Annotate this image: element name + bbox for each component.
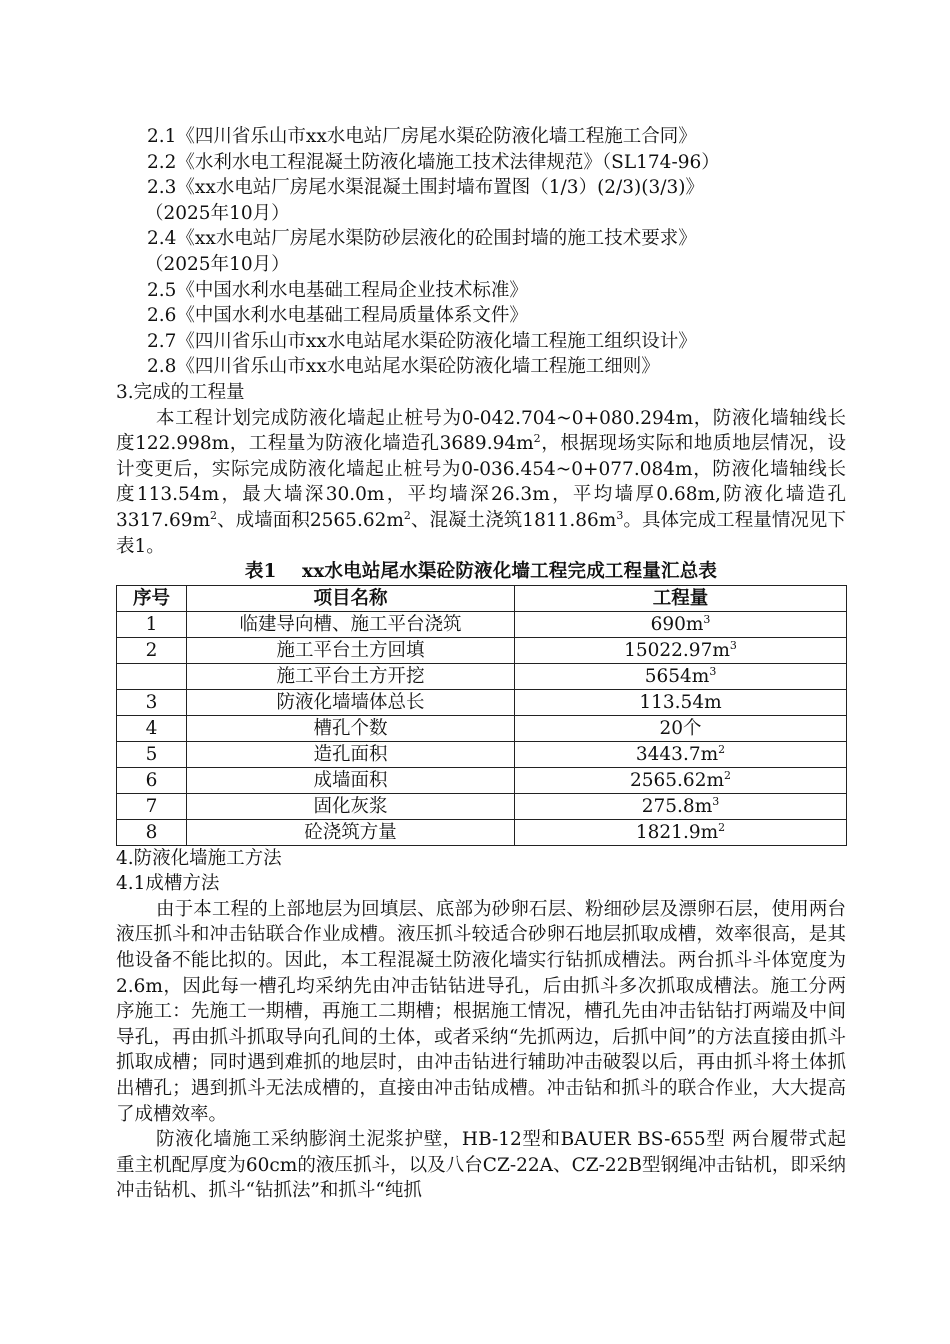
cell-no: 6 — [117, 767, 187, 793]
cell-name: 施工平台土方回填 — [187, 637, 515, 663]
cell-no: 1 — [117, 611, 187, 637]
cell-no — [117, 663, 187, 689]
section-paragraph: 防液化墙施工采纳膨润土泥浆护壁，HB-12型和BAUER BS-655型 两台履带式起重主机配厚度为60cm的液压抓斗，以及八台CZ-22A、CZ-22B型钢绳冲击钻机，即采纳冲击钻机、抓斗“钻抓法”和抓斗“纯抓 — [116, 1129, 846, 1202]
cell-quantity — [515, 611, 847, 637]
text-span: ，根据现场实际和地质地层情况，设计变更后，实际完成防液化墙起止桩号为0-036.454~0+077.084m，防液化墙轴线长度113.54m，最大墙深30.0m，平均墙深26.3m，平均墙厚0.68m,防液化墙造孔3317.69m — [116, 433, 846, 531]
unit-superscript: 3 — [729, 638, 737, 652]
reference-date: （2025年10月） — [145, 253, 290, 275]
quantity-summary-table — [116, 585, 847, 846]
quantity-value: 275.8m — [641, 795, 713, 817]
column-header: 项目名称 — [187, 585, 515, 611]
reference-item: 2.3《xx水电站厂房尾水渠混凝土围封墙布置图（1/3）(2/3)(3/3)》 — [147, 177, 704, 199]
cell-quantity — [515, 819, 847, 845]
quantity-value: 690m — [650, 613, 704, 635]
table-row — [117, 637, 847, 663]
cell-no: 2 — [117, 637, 187, 663]
reference-item: 2.1《四川省乐山市xx水电站厂房尾水渠砼防液化墙工程施工合同》 — [147, 126, 697, 147]
section-paragraph — [116, 406, 846, 560]
section-paragraph: 由于本工程的上部地层为回填层、底部为砂卵石层、粉细砂层及漂卵石层，使用两台液压抓斗和冲击钻联合作业成槽。液压抓斗较适合砂卵石地层抓取成槽，效率很高，是其他设备不能比拟的。因此，本工程混凝土防液化墙实行钻抓成槽法。两台抓斗斗体宽度为2.6m，因此每一槽孔均采纳先由冲击钻钻进导孔，后由抓斗多次抓取成槽法。施工分两序施工：先施工一期槽，再施工二期槽；根据施工情况，槽孔先由冲击钻钻打两端及中间导孔，再由抓斗抓取导向孔间的土体，或者采纳“先抓两边，后抓中间”的方法直接由抓斗抓取成槽；同时遇到难抓的地层时，由冲击钻进行辅助冲击破裂以后，再由抓斗将土体抓出槽孔；遇到抓斗无法成槽的，直接由冲击钻成槽。冲击钻和抓斗的联合作业，大大提高了成槽效率。 — [116, 898, 846, 1125]
quantity-value: 2565.62m — [629, 769, 725, 791]
table-row — [117, 819, 847, 845]
cell-quantity — [515, 741, 847, 767]
reference-item: 2.2《水利水电工程混凝土防液化墙施工技术法律规范》（SL174-96） — [147, 151, 720, 173]
cell-name: 施工平台土方开挖 — [187, 663, 515, 689]
unit-superscript: 2 — [718, 820, 726, 834]
quantity-value: 3443.7m — [635, 743, 719, 765]
table-row — [117, 689, 847, 715]
text-span: 本工程计划完成防液化墙起止桩号为0-042.704~0+080.294m，防液化墙轴线长度122.998m，工程量为防液化墙造孔3689.94m — [116, 407, 846, 455]
text-span: 、成墙面积2565.62m — [217, 509, 404, 531]
quantity-value: 15022.97m — [624, 639, 730, 661]
cell-no: 5 — [117, 741, 187, 767]
superscript: 2 — [403, 508, 411, 522]
reference-item: 2.4《xx水电站厂房尾水渠防砂层液化的砼围封墙的施工技术要求》 — [147, 228, 697, 250]
column-header: 工程量 — [515, 585, 847, 611]
table-row — [117, 715, 847, 741]
table-header-row — [117, 585, 847, 611]
cell-quantity — [515, 767, 847, 793]
subsection-heading: 4.1成槽方法 — [116, 873, 220, 895]
table-row — [117, 663, 847, 689]
cell-quantity — [515, 715, 847, 741]
quantity-value: 113.54m — [639, 691, 722, 713]
text-span: 。具体完成工程量情况见下表1。 — [116, 509, 846, 557]
unit-superscript: 3 — [712, 794, 720, 808]
quantity-value: 20个 — [659, 717, 702, 739]
table-row — [117, 741, 847, 767]
cell-name: 成墙面积 — [187, 767, 515, 793]
quantity-value: 5654m — [644, 665, 710, 687]
reference-item: 2.7《四川省乐山市xx水电站尾水渠砼防液化墙工程施工组织设计》 — [147, 330, 697, 352]
cell-name: 防液化墙墙体总长 — [187, 689, 515, 715]
cell-quantity — [515, 637, 847, 663]
reference-list — [116, 124, 846, 380]
cell-quantity — [515, 663, 847, 689]
text-span: 、混凝土浇筑1811.86m — [410, 509, 617, 531]
cell-name: 槽孔个数 — [187, 715, 515, 741]
cell-no: 7 — [117, 793, 187, 819]
unit-superscript: 2 — [724, 768, 732, 782]
reference-date: （2025年10月） — [145, 202, 290, 224]
cell-no: 4 — [117, 715, 187, 741]
cell-name: 固化灰浆 — [187, 793, 515, 819]
reference-item: 2.5《中国水利水电基础工程局企业技术标准》 — [147, 279, 528, 301]
superscript: 2 — [210, 508, 218, 522]
cell-quantity — [515, 793, 847, 819]
superscript: 2 — [533, 431, 541, 445]
cell-quantity — [515, 689, 847, 715]
table-row — [117, 767, 847, 793]
reference-item: 2.8《四川省乐山市xx水电站尾水渠砼防液化墙工程施工细则》 — [147, 356, 660, 378]
quantity-value: 1821.9m — [635, 821, 719, 843]
column-header: 序号 — [117, 585, 187, 611]
unit-superscript: 2 — [718, 742, 726, 756]
table-row — [117, 793, 847, 819]
unit-superscript: 3 — [709, 664, 717, 678]
cell-name: 砼浇筑方量 — [187, 819, 515, 845]
document-page — [116, 124, 846, 1204]
section-heading: 3.完成的工程量 — [116, 381, 245, 403]
superscript: 3 — [616, 508, 624, 522]
cell-no: 8 — [117, 819, 187, 845]
unit-superscript: 3 — [703, 612, 711, 626]
reference-item: 2.6《中国水利水电基础工程局质量体系文件》 — [147, 305, 528, 327]
cell-name: 造孔面积 — [187, 741, 515, 767]
section-heading: 4.防液化墙施工方法 — [116, 847, 282, 869]
table-row — [117, 611, 847, 637]
table-caption: 表1 xx水电站尾水渠砼防液化墙工程完成工程量汇总表 — [244, 561, 718, 583]
cell-no: 3 — [117, 689, 187, 715]
cell-name: 临建导向槽、施工平台浇筑 — [187, 611, 515, 637]
